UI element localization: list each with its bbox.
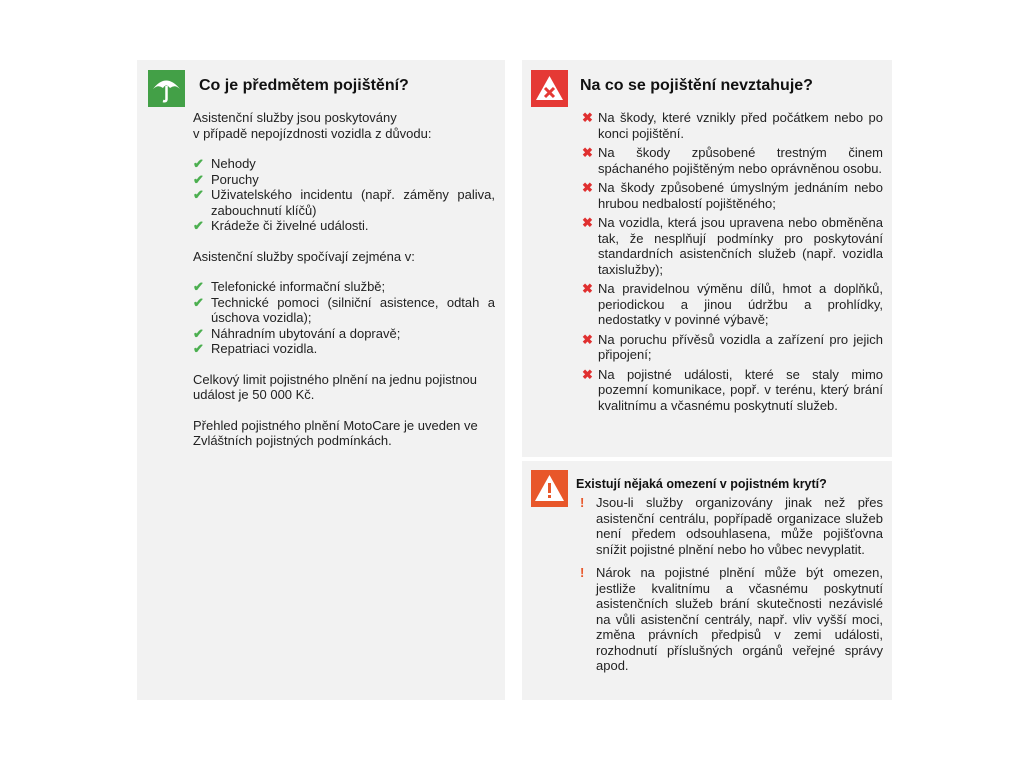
list-item: ! Jsou-li služby organizovány jinak než přes asistenční centrálu, popřípadě organizace služeb není předem odsouhlasena, může pojišťovna snížit pojistné plnění nebo ho vůbec nevyplatit. — [580, 495, 883, 557]
overview-text: Přehled pojistného plnění MotoCare je uveden ve Zvláštních pojistných podmínkách. — [193, 417, 478, 448]
intro-line: v případě nepojízdnosti vozidla z důvodu: — [193, 125, 432, 141]
exclamation-icon: ! — [580, 495, 585, 510]
cross-icon: ✖ — [582, 215, 593, 230]
list-item: ✖ Na pravidelnou výměnu dílů, hmot a doplňků, periodickou a jinou údržbu a prohlídky, nedostatky v povinné výbavě; — [582, 281, 883, 327]
services-intro: Asistenční služby spočívají zejména v: — [193, 248, 415, 264]
list-item: ✖ Na poruchu přívěsů vozidla a zařízení pro jejich připojení; — [582, 331, 883, 362]
list-item: ✖ Na škody způsobené trestným činem spáchaného pojištěným nebo oprávněnou osobu. — [582, 145, 883, 176]
excluded-icon — [531, 70, 568, 107]
list-item: ✔ Poruchy — [193, 171, 259, 187]
check-icon: ✔ — [193, 156, 204, 171]
check-icon: ✔ — [193, 279, 204, 294]
cross-icon: ✖ — [582, 145, 593, 160]
cross-icon: ✖ — [582, 281, 593, 296]
check-icon: ✔ — [193, 325, 204, 341]
list-item: ✔ Technické pomoci (silniční asistence, odtah a úschova vozidla); — [193, 294, 495, 325]
umbrella-icon — [148, 70, 185, 107]
cross-icon: ✖ — [582, 366, 593, 382]
list-item: ✖ Na pojistné události, které se staly mimo pozemní komunikace, popř. v terénu, který brání kvalitnímu a včasnému poskytnutí služeb. — [582, 366, 883, 413]
exclamation-icon: ! — [580, 565, 585, 580]
list-item: ✖ Na vozidla, která jsou upravena nebo obměněna tak, že nesplňují podmínky pro poskytování standardních asistenčních služeb (např. vozidla taxislužby); — [582, 215, 883, 277]
limits-title: Existují nějaká omezení v pojistném krytí? — [576, 477, 827, 491]
cross-icon: ✖ — [582, 180, 593, 195]
check-icon: ✔ — [193, 341, 204, 356]
check-icon: ✔ — [193, 171, 204, 187]
list-item: ✔ Náhradním ubytování a dopravě; — [193, 325, 401, 341]
check-icon: ✔ — [193, 218, 204, 233]
intro-line: Asistenční služby jsou poskytovány — [193, 110, 397, 125]
check-icon: ✔ — [193, 187, 204, 202]
limits-panel — [522, 461, 892, 700]
excluded-panel — [522, 60, 892, 457]
covered-title: Co je předmětem pojištění? — [199, 77, 409, 94]
check-icon: ✔ — [193, 294, 204, 310]
list-item: ✔ Uživatelského incidentu (např. záměny paliva, zabouchnutí klíčů) — [193, 187, 495, 218]
excluded-title: Na co se pojištění nevztahuje? — [580, 77, 813, 94]
list-item: ✖ Na škody způsobené úmyslným jednáním nebo hrubou nedbalostí pojištěného; — [582, 180, 883, 211]
cross-icon: ✖ — [582, 331, 593, 347]
limit-text: Celkový limit pojistného plnění na jednu pojistnou událost je 50 000 Kč. — [193, 371, 478, 402]
covered-panel — [137, 60, 505, 700]
cross-icon: ✖ — [582, 110, 593, 125]
list-item: ✔ Repatriaci vozidla. — [193, 341, 318, 356]
list-item: ✖ Na škody, které vznikly před počátkem nebo po konci pojištění. — [582, 110, 883, 141]
list-item: ✔ Nehody — [193, 156, 256, 171]
warning-icon — [531, 470, 568, 507]
list-item: ! Nárok na pojistné plnění může být omezen, jestliže kvalitnímu a včasnému poskytnutí asistenčních služeb brání skutečnosti nezávislé na vůli asistenční centrály, např. vliv vyšší moci, změna právních předpisů v zemi události, rozhodnutí příslušných orgánů veřejné správy apod. — [580, 565, 883, 673]
list-item: ✔ Krádeže či živelné události. — [193, 218, 369, 233]
list-item: ✔ Telefonické informační službě; — [193, 279, 386, 294]
